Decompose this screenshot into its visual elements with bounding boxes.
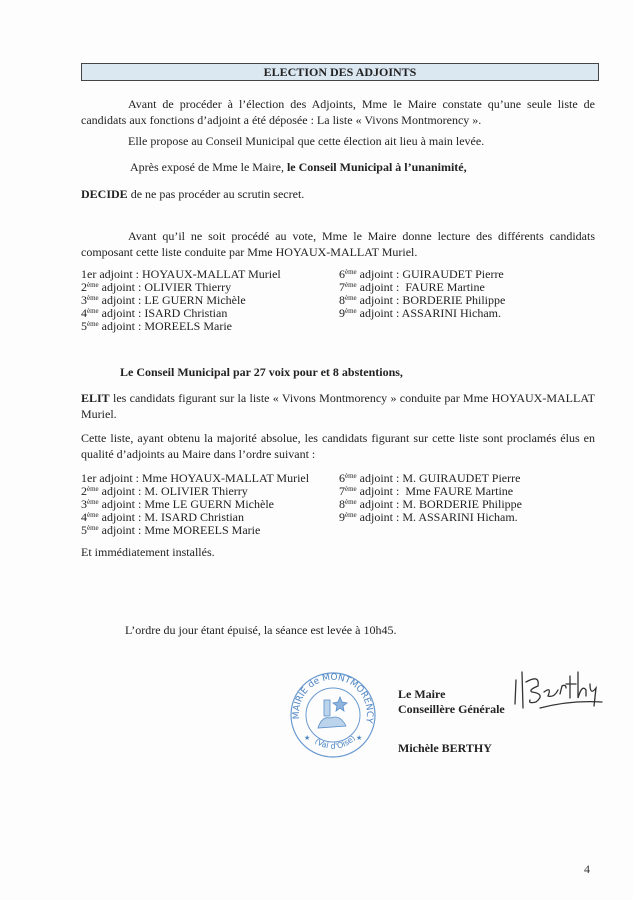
list-item: [81, 524, 309, 537]
list-item: [339, 511, 522, 524]
rank-number: 3: [81, 293, 87, 307]
rank-number: 8: [339, 293, 345, 307]
adjoint-name: adjoint : LE GUERN Michèle: [98, 293, 246, 307]
list-item: [81, 320, 281, 333]
rank-number: 5: [81, 523, 87, 537]
adjoint-name: adjoint : BORDERIE Philippe: [356, 293, 506, 307]
paragraph-expose: [130, 159, 600, 175]
rank-suffix: ème: [87, 485, 99, 493]
rank-suffix: ème: [87, 524, 99, 532]
adjoint-name: adjoint : Mme FAURE Martine: [356, 484, 514, 498]
paragraph-decide: [81, 186, 595, 202]
vote-result: Le Conseil Municipal par 27 voix pour et 8 abstentions,: [120, 365, 403, 379]
decide-text: de ne pas procéder au scrutin secret.: [127, 187, 305, 201]
expose-bold: le Conseil Municipal à l’unanimité,: [286, 160, 467, 174]
adjoint-name: adjoint : M. ASSARINI Hicham.: [356, 510, 518, 524]
elit-text: les candidats figurant sur la liste « Vivons Montmorency » conduite par Mme HOYAUX-MALLAT Muriel.: [81, 391, 595, 421]
seal-emblem-icon: [318, 697, 347, 728]
handwritten-signature: [510, 668, 605, 718]
rank-suffix: ème: [345, 485, 357, 493]
seal-text-bottom: (Val d'Oise): [313, 733, 358, 751]
closing-text: L’ordre du jour étant épuisé, la séance est levée à 10h45.: [125, 623, 397, 637]
seal-star-right: ★: [356, 734, 363, 742]
decide-keyword: DECIDE: [81, 187, 128, 201]
rank-suffix: ème: [87, 320, 99, 328]
rank-number: 5: [81, 319, 87, 333]
rank-number: 9: [339, 510, 345, 524]
rank-number: 7: [339, 484, 345, 498]
installed-text: Et immédiatement installés.: [81, 545, 215, 559]
rank-suffix: ème: [345, 268, 357, 276]
signatory-name: Michèle BERTHY: [398, 741, 492, 755]
adjoint-name: adjoint : FAURE Martine: [356, 280, 485, 294]
rank-suffix: ème: [345, 498, 357, 506]
paragraph-majority: Cette liste, ayant obtenu la majorité absolue, les candidats figurant sur cette liste sont proclamés élus en qualité d’adjoints au Maire dans l’ordre suivant :: [81, 431, 595, 461]
municipal-seal: [288, 670, 378, 760]
rank-number: 6: [339, 471, 345, 485]
adjoint-name: adjoint : M. ISARD Christian: [98, 510, 245, 524]
rank-suffix: ème: [345, 511, 357, 519]
rank-suffix: ème: [345, 281, 357, 289]
adjoint-name: adjoint : OLIVIER Thierry: [98, 280, 232, 294]
list-item: [339, 307, 505, 320]
adjoint-name: adjoint : Mme HOYAUX-MALLAT Muriel: [96, 471, 310, 485]
rank-suffix: ème: [87, 307, 99, 315]
seal-text-top: MAIRIE de MONTMORENCY: [291, 672, 375, 724]
rank-number: 6: [339, 267, 345, 281]
adjoint-name: adjoint : M. BORDERIE Philippe: [356, 497, 523, 511]
rank-suffix: ème: [87, 294, 99, 302]
candidates-list-left: [81, 268, 281, 333]
rank-suffix: ème: [87, 511, 99, 519]
page-number: 4: [584, 862, 590, 876]
rank-number: 3: [81, 497, 87, 511]
adjoint-name: adjoint : GUIRAUDET Pierre: [356, 267, 504, 281]
paragraph-proposal: Elle propose au Conseil Municipal que cette élection ait lieu à main levée.: [128, 134, 485, 148]
elected-list-left: [81, 472, 309, 537]
rank-number: 9: [339, 306, 345, 320]
adjoint-name: adjoint : M. GUIRAUDET Pierre: [356, 471, 521, 485]
elected-list-right: [339, 472, 522, 524]
rank-number: 4: [81, 306, 87, 320]
adjoint-name: adjoint : M. OLIVIER Thierry: [98, 484, 248, 498]
seal-inner-ring: [306, 688, 363, 742]
paragraph-intro: Avant de procéder à l’élection des Adjoints, Mme le Maire constate qu’une seule liste de candidats aux fonctions d’adjoint a été déposée : La liste « Vivons Montmorency ».: [81, 97, 595, 127]
rank-suffix: ème: [345, 294, 357, 302]
adjoint-name: adjoint : ISARD Christian: [98, 306, 228, 320]
rank-number: 4: [81, 510, 87, 524]
rank-number: 2: [81, 484, 87, 498]
rank-number: 8: [339, 497, 345, 511]
adjoint-name: adjoint : Mme LE GUERN Michèle: [98, 497, 274, 511]
adjoint-name: adjoint : MOREELS Marie: [98, 319, 232, 333]
rank-suffix: ème: [345, 472, 357, 480]
rank-number: 1er: [81, 267, 97, 281]
paragraph-elit: [81, 390, 595, 422]
seal-star-left: ★: [304, 734, 311, 742]
adjoint-name: adjoint : Mme MOREELS Marie: [98, 523, 261, 537]
expose-text: Après exposé de Mme le Maire,: [130, 160, 287, 174]
rank-suffix: ème: [87, 498, 99, 506]
candidates-list-right: [339, 268, 505, 320]
rank-number: 1er: [81, 471, 97, 485]
rank-suffix: ème: [87, 281, 99, 289]
rank-suffix: ème: [345, 307, 357, 315]
elit-keyword: ELIT: [81, 391, 110, 405]
adjoint-name: adjoint : HOYAUX-MALLAT Muriel: [96, 267, 281, 281]
paragraph-reading: Avant qu’il ne soit procédé au vote, Mme le Maire donne lecture des différents candidats composant cette liste conduite par Mme HOYAUX-MALLAT Muriel.: [81, 229, 595, 259]
adjoint-name: adjoint : ASSARINI Hicham.: [356, 306, 501, 320]
signatory-role-councillor: Conseillère Générale: [398, 702, 505, 716]
rank-number: 2: [81, 280, 87, 294]
rank-number: 7: [339, 280, 345, 294]
signatory-role-mayor: Le Maire: [398, 687, 446, 701]
section-title: ELECTION DES ADJOINTS: [81, 63, 599, 81]
